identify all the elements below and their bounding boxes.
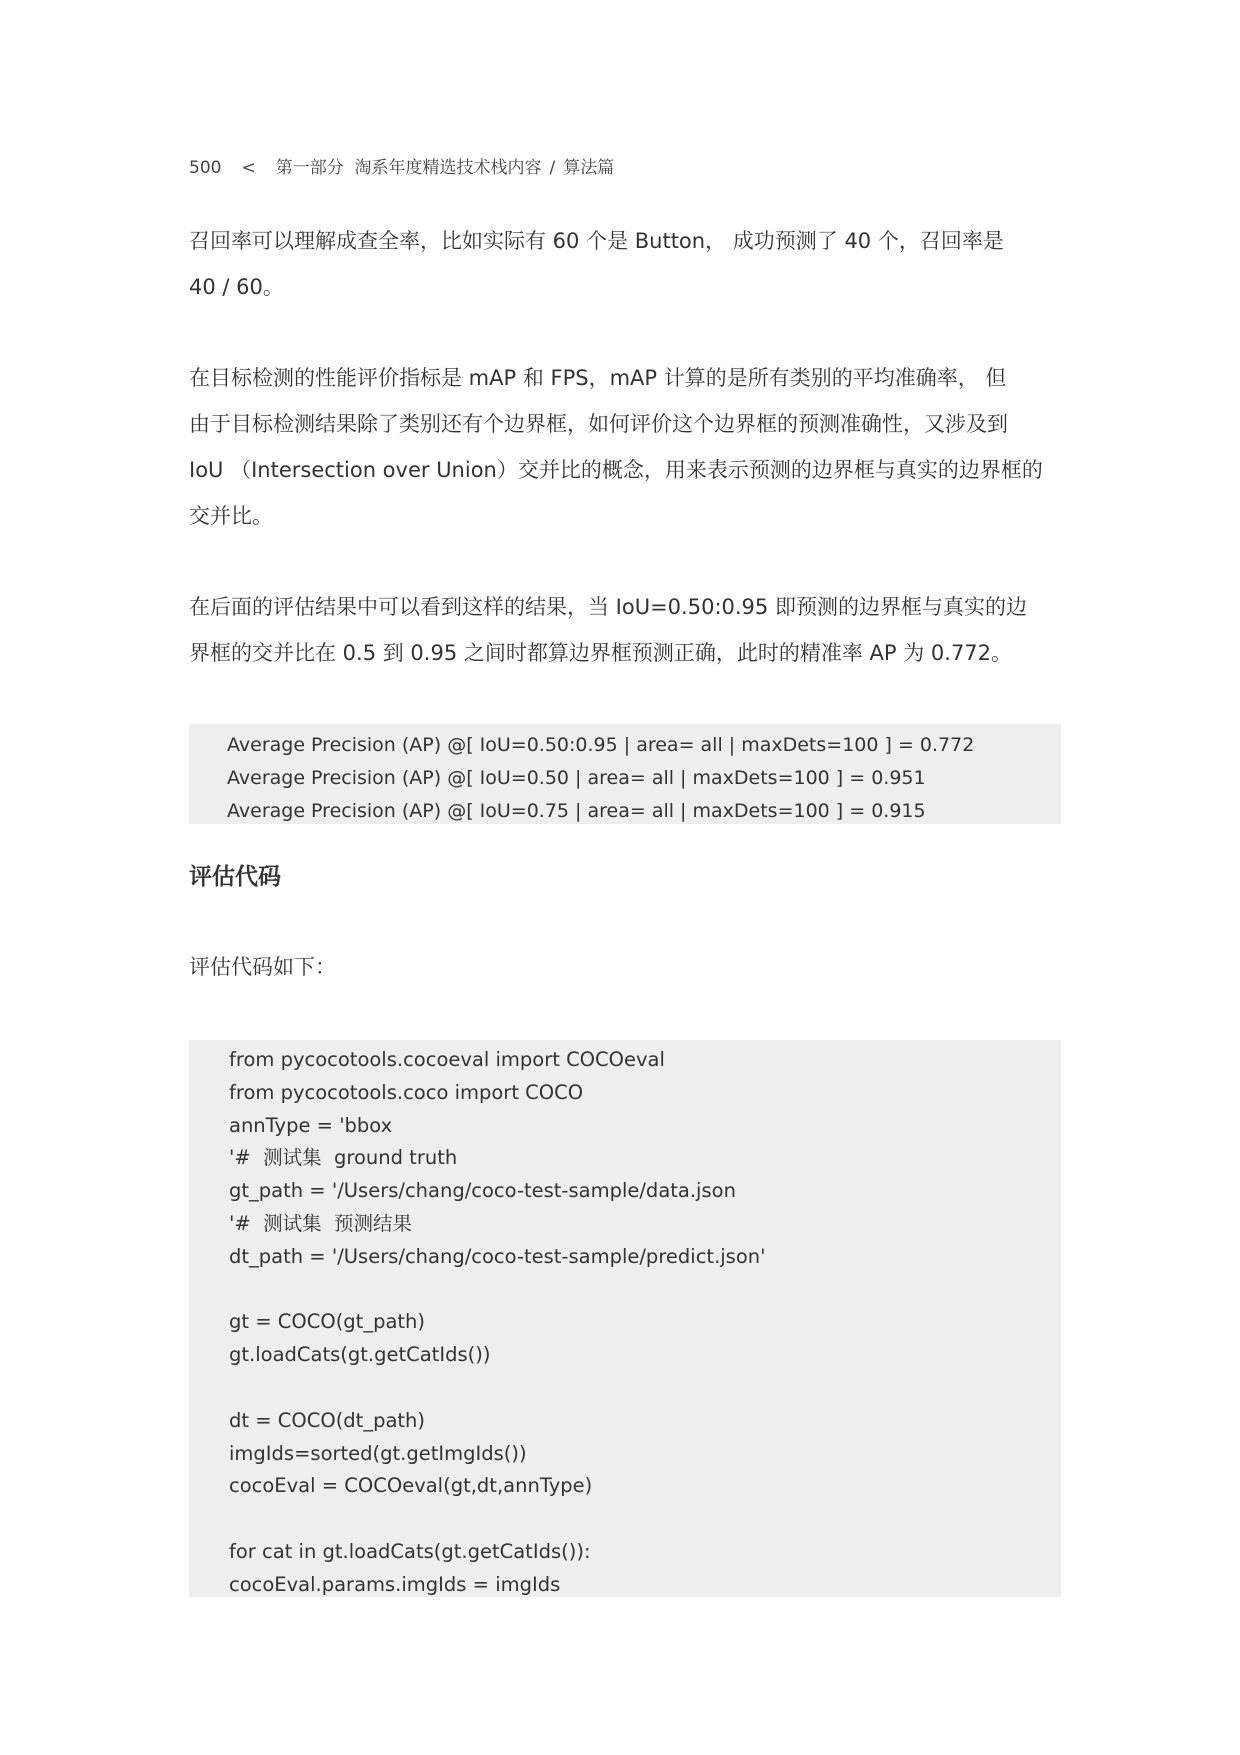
paragraph-line: 界框的交并比在 0.5 到 0.95 之间时都算边界框预测正确，此时的精准率 AP 为 0.772。 bbox=[189, 641, 1013, 665]
code-block bbox=[189, 1040, 1061, 1597]
header-slash: / bbox=[549, 158, 556, 178]
ap-result-line: Average Precision (AP) @[ IoU=0.50:0.95 | area= all | maxDets=100 ] = 0.772 bbox=[227, 734, 975, 756]
code-line: gt = COCO(gt_path) bbox=[229, 1310, 426, 1334]
paragraph-recall bbox=[189, 218, 1061, 310]
code-line: cocoEval = COCOeval(gt,dt,annType) bbox=[229, 1474, 593, 1498]
ap-result-line: Average Precision (AP) @[ IoU=0.75 | area= all | maxDets=100 ] = 0.915 bbox=[227, 800, 926, 822]
code-line bbox=[189, 1503, 1061, 1536]
code-line: '# 测试集 预测结果 bbox=[229, 1211, 412, 1235]
code-line: for cat in gt.loadCats(gt.getCatIds()): bbox=[229, 1539, 591, 1563]
intro-text bbox=[189, 944, 1061, 990]
code-line: cocoEval.params.imgIds = imgIds bbox=[229, 1572, 561, 1596]
header-chapter: 算法篇 bbox=[563, 158, 615, 178]
code-line: from pycocotools.coco import COCO bbox=[229, 1080, 584, 1104]
paragraph-metrics bbox=[189, 355, 1061, 539]
paragraph-line: 由于目标检测结果除了类别还有个边界框，如何评价这个边界框的预测准确性，又涉及到 bbox=[189, 412, 1008, 436]
header-separator: < bbox=[241, 158, 256, 178]
ap-results-block bbox=[189, 724, 1061, 824]
page-number: 500 bbox=[189, 158, 222, 178]
code-line: gt.loadCats(gt.getCatIds()) bbox=[229, 1343, 491, 1367]
paragraph-results bbox=[189, 584, 1061, 676]
intro-line: 评估代码如下： bbox=[189, 955, 336, 979]
code-line: gt_path = '/Users/chang/coco-test-sample/data.json bbox=[229, 1179, 736, 1203]
paragraph-line: 交并比。 bbox=[189, 504, 273, 528]
code-line: dt = COCO(dt_path) bbox=[229, 1408, 426, 1432]
code-line: annType = 'bbox bbox=[229, 1113, 393, 1137]
page-header bbox=[189, 153, 614, 178]
code-line: '# 测试集 ground truth bbox=[229, 1146, 458, 1170]
code-line: from pycocotools.cocoeval import COCOeval bbox=[229, 1048, 665, 1071]
header-part: 第一部分 bbox=[275, 158, 344, 178]
paragraph-line: 召回率可以理解成查全率，比如实际有 60 个是 Button， 成功预测了 40 个，召回率是 bbox=[189, 229, 1004, 253]
ap-result-line: Average Precision (AP) @[ IoU=0.50 | area= all | maxDets=100 ] = 0.951 bbox=[227, 767, 926, 789]
paragraph-line: 在后面的评估结果中可以看到这样的结果，当 IoU=0.50:0.95 即预测的边界框与真实的边 bbox=[189, 595, 1027, 619]
code-line: dt_path = '/Users/chang/coco-test-sample/predict.json' bbox=[229, 1244, 766, 1268]
code-line bbox=[189, 1274, 1061, 1307]
code-line: imgIds=sorted(gt.getImgIds()) bbox=[229, 1441, 527, 1465]
paragraph-line: 在目标检测的性能评价指标是 mAP 和 FPS，mAP 计算的是所有类别的平均准确率， 但 bbox=[189, 366, 1007, 390]
header-book-title: 淘系年度精选技术栈内容 bbox=[354, 158, 542, 178]
code-line bbox=[189, 1372, 1061, 1405]
paragraph-line: 40 / 60。 bbox=[189, 275, 284, 299]
paragraph-line: IoU （Intersection over Union）交并比的概念，用来表示预测的边界框与真实的边界框的 bbox=[189, 458, 1043, 482]
section-title: 评估代码 bbox=[189, 864, 281, 890]
